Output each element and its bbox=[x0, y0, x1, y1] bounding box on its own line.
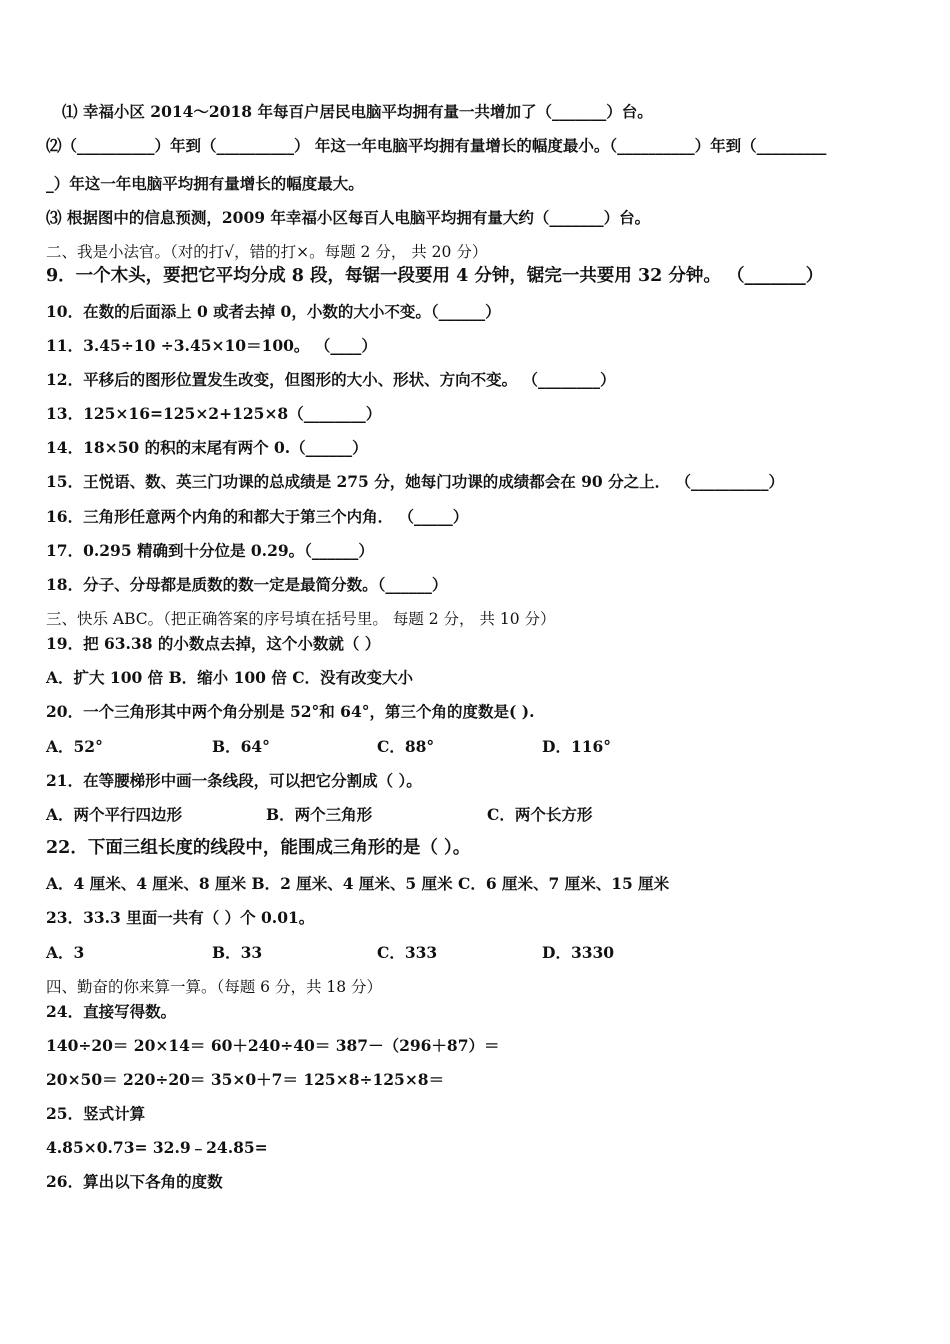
question-21: 21．在等腰梯形中画一条线段，可以把它分割成（ ）。 bbox=[46, 771, 422, 790]
question-3: ⑶ 根据图中的信息预测，2009 年幸福小区每百人电脑平均拥有量大约（_______）台。 bbox=[46, 208, 651, 227]
question-26: 26．算出以下各角的度数 bbox=[46, 1172, 223, 1191]
question-22-options: A．4 厘米、4 厘米、8 厘米 B．2 厘米、4 厘米、5 厘米 C．6 厘米、7 厘米、15 厘米 bbox=[46, 874, 670, 893]
question-24-row-1: 140÷20＝ 20×14＝ 60＋240÷40＝ 387－（296＋87）＝ bbox=[46, 1036, 500, 1055]
question-10: 10．在数的后面添上 0 或者去掉 0，小数的大小不变。（______） bbox=[46, 302, 501, 321]
question-20-option-b: B．64° bbox=[212, 737, 270, 756]
section-4-header: 四、勤奋的你来算一算。（每题 6 分，共 18 分） bbox=[46, 978, 383, 996]
question-9: 9．一个木头，要把它平均分成 8 段，每锯一段要用 4 分钟，锯完一共要用 32 分钟。 （_______） bbox=[46, 266, 824, 286]
question-25: 25．竖式计算 bbox=[46, 1104, 146, 1123]
question-23-option-d: D．3330 bbox=[542, 943, 615, 962]
question-2-part-b: _）年这一年电脑平均拥有量增长的幅度最大。 bbox=[46, 174, 364, 193]
question-24-row-2: 20×50＝ 220÷20＝ 35×0＋7＝ 125×8÷125×8＝ bbox=[46, 1070, 445, 1089]
question-23-option-a: A．3 bbox=[46, 943, 85, 962]
question-21-option-c: C．两个长方形 bbox=[487, 805, 593, 824]
question-11: 11．3.45÷10 ÷3.45×10＝100。 （____） bbox=[46, 336, 377, 355]
question-23: 23．33.3 里面一共有（ ）个 0.01。 bbox=[46, 908, 315, 927]
section-3-header: 三、快乐 ABC。（把正确答案的序号填在括号里。 每题 2 分， 共 10 分） bbox=[46, 610, 556, 628]
question-20: 20．一个三角形其中两个角分别是 52°和 64°，第三个角的度数是( ). bbox=[46, 702, 535, 721]
question-2-part-a: ⑵（__________）年到（__________） 年这一年电脑平均拥有量增长的幅度最小。（__________）年到（_________ bbox=[46, 136, 827, 155]
question-16: 16．三角形任意两个内角的和都大于第三个内角． （_____） bbox=[46, 507, 469, 526]
question-17: 17．0.295 精确到十分位是 0.29。（______） bbox=[46, 541, 374, 560]
question-21-option-a: A．两个平行四边形 bbox=[46, 805, 183, 824]
question-14: 14．18×50 的积的末尾有两个 0.（______） bbox=[46, 438, 368, 457]
question-19: 19．把 63.38 的小数点去掉，这个小数就（ ） bbox=[46, 634, 381, 653]
question-20-option-d: D．116° bbox=[542, 737, 612, 756]
question-15: 15．王悦语、数、英三门功课的总成绩是 275 分，她每门功课的成绩都会在 90 分之上． （__________） bbox=[46, 472, 784, 491]
question-12: 12．平移后的图形位置发生改变，但图形的大小、形状、方向不变。 （________） bbox=[46, 370, 616, 389]
question-23-option-c: C．333 bbox=[377, 943, 438, 962]
question-25-row: 4.85×0.73= 32.9﹣24.85= bbox=[46, 1138, 268, 1157]
question-21-option-b: B．两个三角形 bbox=[266, 805, 373, 824]
question-22: 22．下面三组长度的线段中，能围成三角形的是（ ）。 bbox=[46, 838, 471, 858]
question-13: 13．125×16=125×2+125×8（________） bbox=[46, 404, 382, 423]
question-20-option-c: C．88° bbox=[377, 737, 435, 756]
question-23-option-b: B．33 bbox=[212, 943, 263, 962]
question-1: ⑴ 幸福小区 2014～2018 年每百户居民电脑平均拥有量一共增加了（_______）台。 bbox=[62, 102, 653, 121]
question-18: 18．分子、分母都是质数的数一定是最简分数。（______） bbox=[46, 575, 448, 594]
question-24: 24．直接写得数。 bbox=[46, 1002, 177, 1021]
section-2-header: 二、我是小法官。（对的打√，错的打×。每题 2 分， 共 20 分） bbox=[46, 243, 488, 261]
question-19-options: A．扩大 100 倍 B．缩小 100 倍 C．没有改变大小 bbox=[46, 668, 414, 687]
question-20-option-a: A．52° bbox=[46, 737, 103, 756]
